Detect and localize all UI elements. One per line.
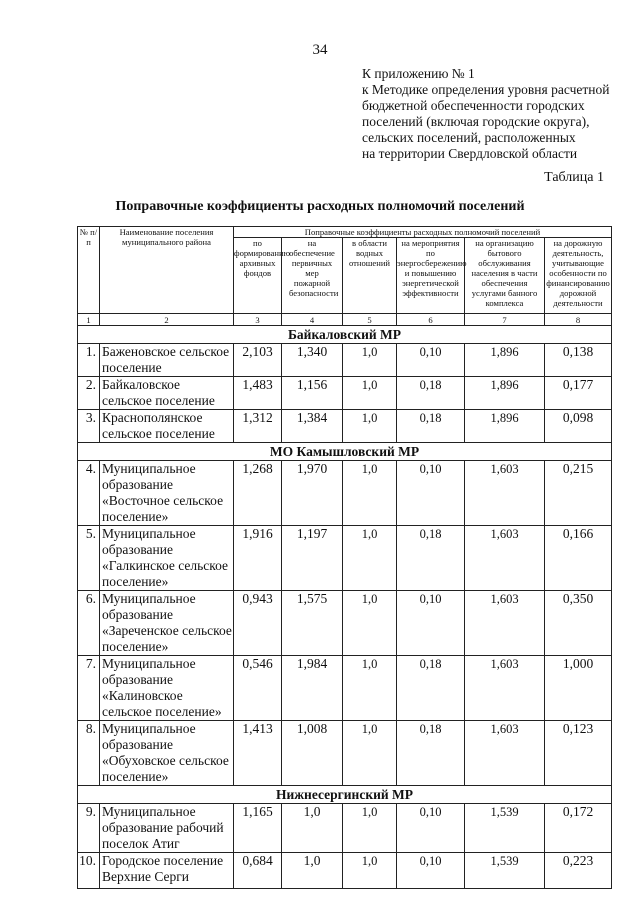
coef-energy: 0,18: [397, 721, 465, 786]
coef-energy: 0,18: [397, 656, 465, 721]
header-num: № п/п: [78, 227, 100, 314]
coef-bath: 1,603: [465, 721, 545, 786]
table-row: [78, 721, 612, 786]
header-col-5-text: в области водных отношений: [348, 238, 391, 268]
coef-fire-safety: 1,0: [282, 853, 343, 889]
appendix-line: К приложению № 1: [362, 66, 475, 81]
table-row: [78, 410, 612, 443]
coef-road: 0,098: [545, 410, 612, 443]
coef-road: 0,172: [545, 804, 612, 853]
column-number: 7: [465, 314, 545, 326]
coef-archive: 1,413: [234, 721, 282, 786]
coef-energy: 0,10: [397, 591, 465, 656]
coef-fire-safety: 1,340: [282, 344, 343, 377]
coef-archive: 0,546: [234, 656, 282, 721]
coef-road: 0,166: [545, 526, 612, 591]
appendix-line: поселений (включая городские округа),: [362, 114, 590, 129]
appendix-reference: [362, 66, 609, 162]
coef-water: 1,0: [343, 853, 397, 889]
column-number: 1: [78, 314, 100, 326]
settlement-name: Муниципальное образование «Калиновское сельское поселение»: [100, 656, 234, 721]
header-col-7: на организацию бытового обслуживания населения в части обеспечения услугами банного комплекса: [465, 238, 545, 314]
header-col-4: [282, 238, 343, 314]
appendix-line: бюджетной обеспеченности городских: [362, 98, 585, 113]
header-col-5: [343, 238, 397, 314]
coef-water: 1,0: [343, 526, 397, 591]
coef-archive: 0,943: [234, 591, 282, 656]
coef-bath: 1,539: [465, 853, 545, 889]
table-body: [78, 326, 612, 889]
settlement-name: Городское поселение Верхние Серги: [100, 853, 234, 889]
column-number: 4: [282, 314, 343, 326]
coef-fire-safety: 1,970: [282, 461, 343, 526]
coef-fire-safety: 1,384: [282, 410, 343, 443]
coef-archive: 1,165: [234, 804, 282, 853]
column-number: 3: [234, 314, 282, 326]
coef-bath: 1,603: [465, 591, 545, 656]
settlement-name: Муниципальное образование «Галкинское сельское поселение»: [100, 526, 234, 591]
row-number: 6.: [78, 591, 100, 656]
group-header-row: [78, 443, 612, 461]
coef-road: 0,177: [545, 377, 612, 410]
table-row: [78, 853, 612, 889]
column-number: 2: [100, 314, 234, 326]
group-header-row: [78, 326, 612, 344]
settlement-name: Муниципальное образование «Зареченское сельское поселение»: [100, 591, 234, 656]
coef-bath: 1,603: [465, 656, 545, 721]
row-number: 5.: [78, 526, 100, 591]
page-number: 34: [312, 42, 328, 58]
settlement-name: Баженовское сельское поселение: [100, 344, 234, 377]
coef-energy: 0,18: [397, 377, 465, 410]
group-name: Нижнесергинский МР: [78, 786, 612, 804]
coefficients-table: [77, 226, 612, 889]
header-name: [100, 227, 234, 314]
header-col-8: на дорожную деятельность, учитывающие особенности по финансированию дорожной деятельности: [545, 238, 612, 314]
coef-energy: 0,10: [397, 461, 465, 526]
coef-water: 1,0: [343, 656, 397, 721]
header-name-text: Наименование поселения муниципального района: [119, 227, 214, 247]
table-row: [78, 656, 612, 721]
coef-water: 1,0: [343, 461, 397, 526]
table-row: [78, 591, 612, 656]
column-number: 5: [343, 314, 397, 326]
group-name: Байкаловский МР: [78, 326, 612, 344]
coef-archive: 1,916: [234, 526, 282, 591]
header-col-4-text: на обеспечение первичных мер пожарной безопасности: [289, 238, 339, 298]
coef-road: 0,350: [545, 591, 612, 656]
coef-energy: 0,10: [397, 804, 465, 853]
settlement-name: Муниципальное образование «Восточное сельское поселение»: [100, 461, 234, 526]
column-number: 6: [397, 314, 465, 326]
coef-bath: 1,539: [465, 804, 545, 853]
row-number: 7.: [78, 656, 100, 721]
coef-fire-safety: 1,0: [282, 804, 343, 853]
coef-road: 0,223: [545, 853, 612, 889]
row-number: 9.: [78, 804, 100, 853]
appendix-line: сельских поселений, расположенных: [362, 130, 576, 145]
table-row: [78, 344, 612, 377]
coef-water: 1,0: [343, 591, 397, 656]
settlement-name: Байкаловское сельское поселение: [100, 377, 234, 410]
coef-archive: 0,684: [234, 853, 282, 889]
coef-bath: 1,896: [465, 410, 545, 443]
coef-road: 0,123: [545, 721, 612, 786]
coef-bath: 1,603: [465, 526, 545, 591]
settlement-name: Краснополянское сельское поселение: [100, 410, 234, 443]
coef-energy: 0,10: [397, 344, 465, 377]
coef-energy: 0,10: [397, 853, 465, 889]
group-name: МО Камышловский МР: [78, 443, 612, 461]
header-col-3: по формированию архивных фондов: [234, 238, 282, 314]
coef-fire-safety: 1,008: [282, 721, 343, 786]
row-number: 1.: [78, 344, 100, 377]
row-number: 4.: [78, 461, 100, 526]
table-row: [78, 461, 612, 526]
table-row: [78, 526, 612, 591]
coef-fire-safety: 1,575: [282, 591, 343, 656]
coef-energy: 0,18: [397, 410, 465, 443]
coef-energy: 0,18: [397, 526, 465, 591]
appendix-line: на территории Свердловской области: [362, 146, 578, 161]
settlement-name: Муниципальное образование рабочий поселок Атиг: [100, 804, 234, 853]
coef-water: 1,0: [343, 804, 397, 853]
coef-archive: 1,268: [234, 461, 282, 526]
coef-archive: 2,103: [234, 344, 282, 377]
coef-fire-safety: 1,984: [282, 656, 343, 721]
coef-water: 1,0: [343, 721, 397, 786]
group-header-row: [78, 786, 612, 804]
row-number: 3.: [78, 410, 100, 443]
coef-water: 1,0: [343, 377, 397, 410]
coef-road: 0,138: [545, 344, 612, 377]
coef-fire-safety: 1,197: [282, 526, 343, 591]
table-row: [78, 377, 612, 410]
header-group: Поправочные коэффициенты расходных полномочий поселений: [234, 227, 612, 238]
coef-bath: 1,896: [465, 344, 545, 377]
row-number: 8.: [78, 721, 100, 786]
header-col-6: на мероприятия по энергосбережению и повышению энергетической эффективности: [397, 238, 465, 314]
coef-road: 1,000: [545, 656, 612, 721]
column-number: 8: [545, 314, 612, 326]
coef-archive: 1,483: [234, 377, 282, 410]
document-title: Поправочные коэффициенты расходных полномочий поселений: [115, 199, 525, 214]
row-number: 2.: [78, 377, 100, 410]
table-label: Таблица 1: [544, 170, 604, 185]
coef-water: 1,0: [343, 344, 397, 377]
coef-road: 0,215: [545, 461, 612, 526]
settlement-name: Муниципальное образование «Обуховское сельское поселение»: [100, 721, 234, 786]
appendix-line: к Методике определения уровня расчетной: [362, 82, 610, 97]
coef-fire-safety: 1,156: [282, 377, 343, 410]
coef-water: 1,0: [343, 410, 397, 443]
table-row: [78, 804, 612, 853]
coef-bath: 1,896: [465, 377, 545, 410]
coef-bath: 1,603: [465, 461, 545, 526]
coef-archive: 1,312: [234, 410, 282, 443]
row-number: 10.: [78, 853, 100, 889]
